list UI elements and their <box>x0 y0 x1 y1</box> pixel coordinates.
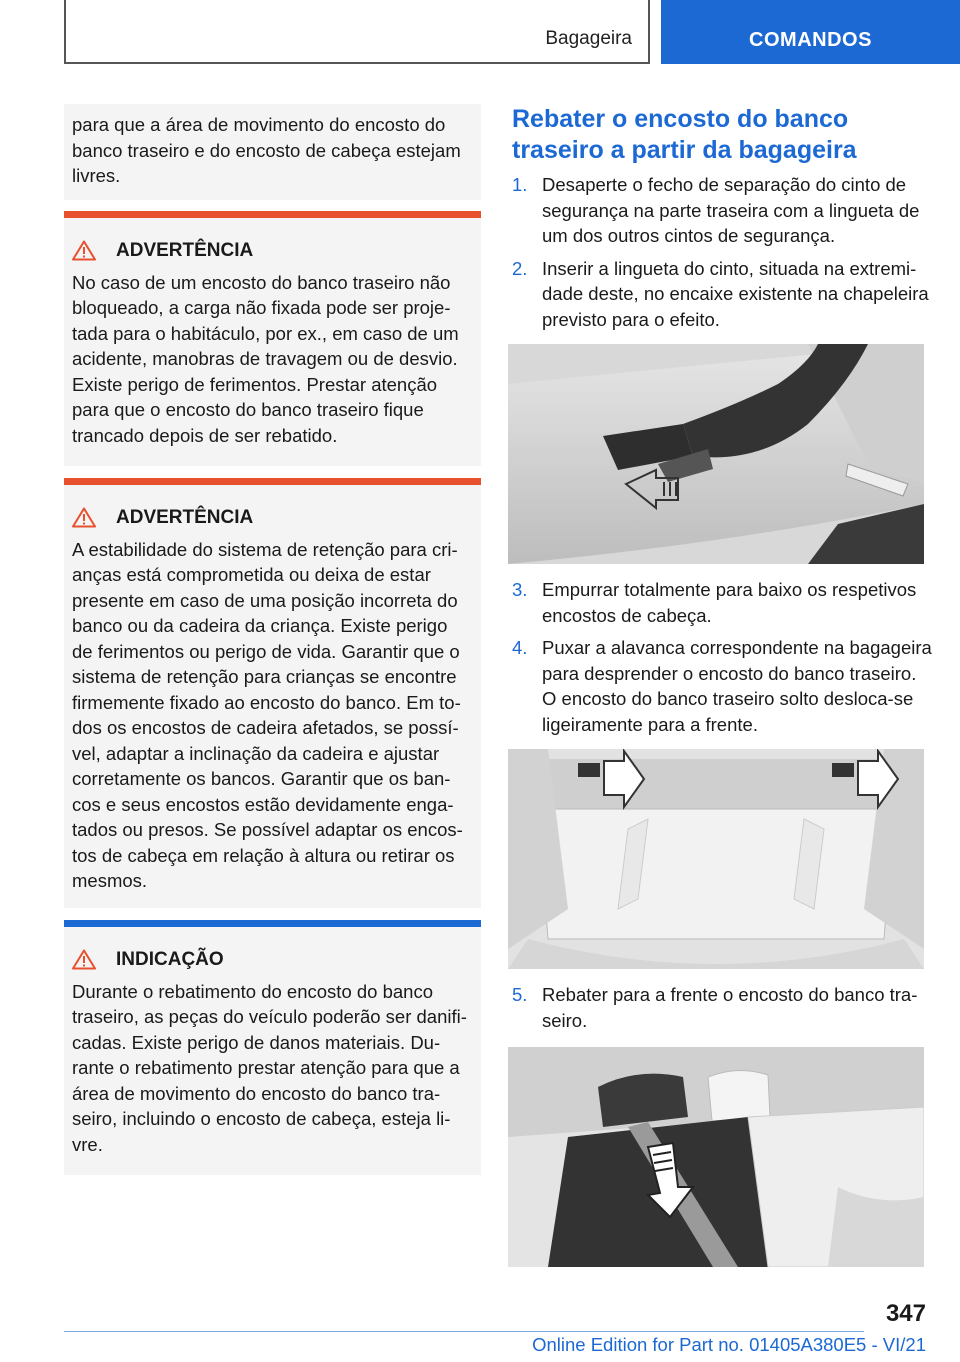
step-text: Empurrar totalmente para baixo os respetivos encostos de cabeça. <box>542 579 917 626</box>
warning-2-header <box>72 505 473 531</box>
steps-list-b <box>512 577 932 744</box>
warning-1-text: No caso de um encosto do banco traseiro não bloqueado, a carga não fixada pode ser projetada para o habitáculo, por ex., em caso de um acidente, manobras de travagem ou de desvio. Existe perigo de ferimentos. Prestar atenção para que o encosto do banco traseiro fique trancado depois de ser rebatido. <box>72 271 459 446</box>
note-text: Durante o rebatimento do encosto do banco traseiro, as peças do veículo poderão ser danificadas. Existe perigo de danos materiais. Durante o rebatimento prestar atenção para que a área de movimento do encosto do banco traseiro, incluindo o encosto de cabeça, esteja livre. <box>72 980 467 1155</box>
warning-triangle-icon <box>72 507 96 528</box>
list-item <box>512 256 932 333</box>
warning-box-1 <box>64 211 481 466</box>
note-title: INDICAÇÃO <box>116 949 224 970</box>
edition-text: Online Edition for Part no. 01405A380E5 - VI/21 <box>532 1334 926 1355</box>
header-chapter-tab <box>661 0 960 64</box>
figure-trunk-levers <box>508 749 924 969</box>
list-item <box>512 172 932 249</box>
figure-seat-fold <box>508 1047 924 1267</box>
list-item <box>512 577 932 628</box>
step-number: 5. <box>512 984 528 1005</box>
intro-box <box>64 104 481 200</box>
step-text: Rebater para a frente o encosto do banco traseiro. <box>542 984 918 1031</box>
belt-latch-illustration <box>508 344 924 564</box>
section-heading: Rebater o encosto do banco traseiro a partir da bagageira <box>512 105 857 164</box>
steps-list-c <box>512 982 932 1040</box>
footer-divider <box>64 1331 864 1332</box>
step-number: 2. <box>512 257 528 279</box>
step-number: 4. <box>512 637 528 658</box>
figure-belt-latch <box>508 344 924 564</box>
warning-1-title: ADVERTÊNCIA <box>116 240 254 261</box>
seat-fold-illustration <box>508 1047 924 1267</box>
steps-list-a <box>512 172 932 339</box>
warning-triangle-icon <box>72 240 96 261</box>
header-chapter-title: COMANDOS <box>749 29 872 51</box>
header-section-title: Bagageira <box>545 28 632 49</box>
intro-text: para que a área de movimento do encosto do banco traseiro e do encosto de cabeça estejam livres. <box>72 114 461 186</box>
warning-2-text: A estabilidade do sistema de retenção para crianças está comprometida ou deixa de estar presente em caso de uma posição incorreta do banco ou da cadeira da criança. Existe perigo de ferimentos ou perigo de vida. Garantir que o sistema de retenção para crianças se encontre firmemente fixado ao encosto do banco. Em todos os encostos de cadeira afetados, se possível, adaptar a inclinação da cadeira e ajustar corretamente os bancos. Garantir que os bancos e seus encostos estão devidamente engatados ou presos. Se possível adaptar os encostos de cabeça em relação à altura ou retirar os mesmos. <box>72 538 463 891</box>
step-text: Inserir a lingueta do cinto, situada na extremidade deste, no encaixe existente na chapeleira previsto para o efeito. <box>542 257 929 330</box>
warning-1-header <box>72 238 473 264</box>
trunk-levers-illustration <box>508 749 924 969</box>
note-header <box>72 947 473 973</box>
header-section-tab <box>64 0 650 64</box>
step-text: Puxar a alavanca correspondente na bagageira para desprender o encosto do banco traseiro. O encosto do banco traseiro solto desloca-se ligeiramente para a frente. <box>542 637 932 735</box>
step-text: Desaperte o fecho de separação do cinto de segurança na parte traseira com a lingueta de um dos outros cintos de segurança. <box>542 174 920 246</box>
step-number: 3. <box>512 579 528 600</box>
caution-triangle-icon <box>72 949 96 970</box>
warning-box-2 <box>64 478 481 908</box>
step-number: 1. <box>512 174 528 195</box>
note-box <box>64 920 481 1175</box>
list-item <box>512 982 932 1033</box>
page-number: 347 <box>885 1300 926 1327</box>
list-item <box>512 635 932 737</box>
warning-2-title: ADVERTÊNCIA <box>116 507 254 528</box>
